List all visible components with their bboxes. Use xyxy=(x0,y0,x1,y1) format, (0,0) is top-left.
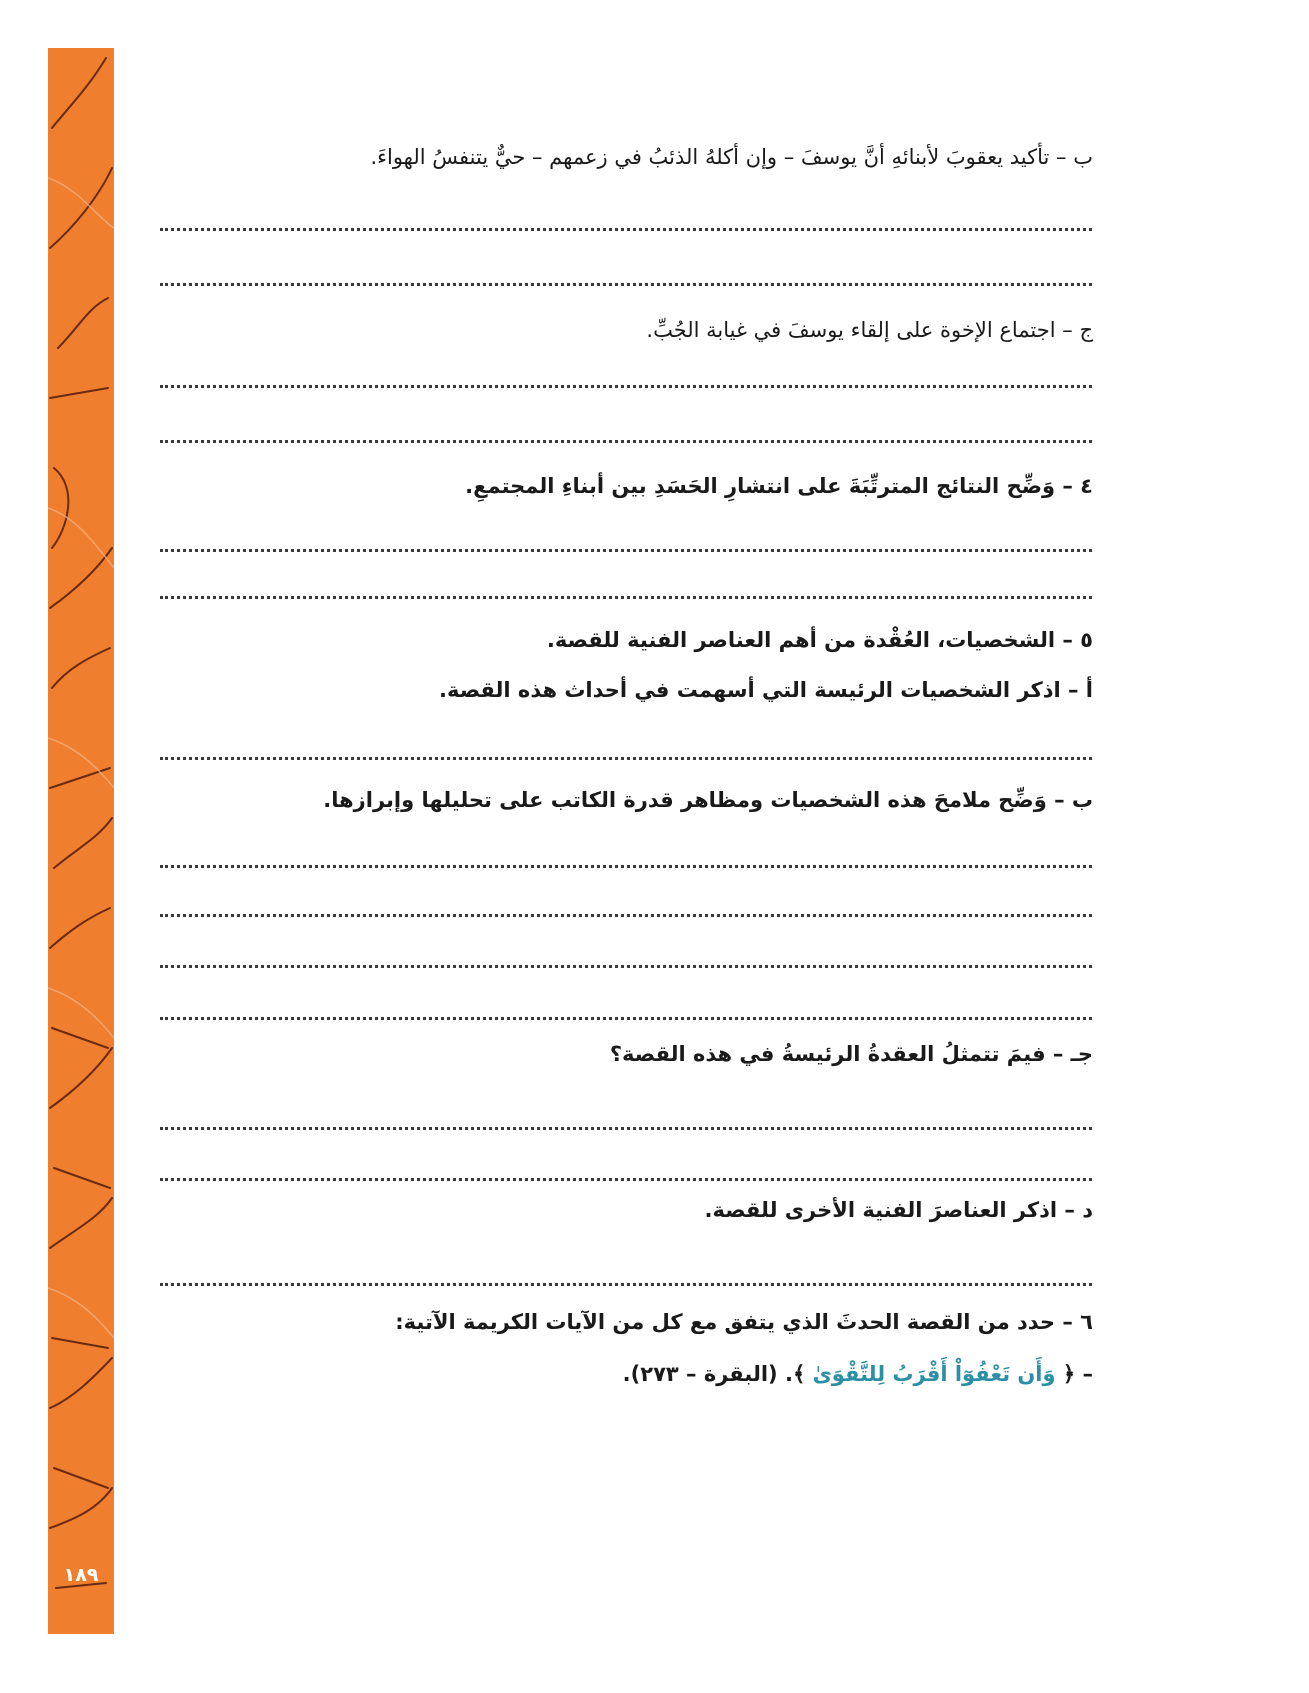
question-text: ٤ – وَضِّح النتائج المترتِّبَةَ على انتشارِ الحَسَدِ بين أبناءِ المجتمعِ. xyxy=(465,474,1093,498)
answer-line[interactable] xyxy=(160,1178,1092,1181)
question-text: ٥ – الشخصيات، العُقْدة من أهم العناصر الفنية للقصة. xyxy=(546,628,1093,652)
verse-text: وَأَن تَعْفُوٓاْ أَقْرَبُ لِلتَّقْوَىٰ xyxy=(812,1362,1056,1386)
answer-line[interactable] xyxy=(160,1017,1092,1020)
answer-line[interactable] xyxy=(160,440,1092,443)
answer-line[interactable] xyxy=(160,228,1092,231)
answer-line[interactable] xyxy=(160,914,1092,917)
answer-line[interactable] xyxy=(160,385,1092,388)
answer-line[interactable] xyxy=(160,965,1092,968)
quran-verse-line xyxy=(623,1362,1093,1386)
page-number: ١٨٩ xyxy=(63,1564,99,1586)
question-text: ج – اجتماع الإخوة على إلقاء يوسفَ في غيابة الجُبِّ. xyxy=(646,318,1093,342)
answer-line[interactable] xyxy=(160,1283,1092,1286)
question-text: د – اذكر العناصرَ الفنية الأخرى للقصة. xyxy=(704,1198,1093,1222)
answer-line[interactable] xyxy=(160,757,1092,760)
answer-line[interactable] xyxy=(160,596,1092,599)
answer-line[interactable] xyxy=(160,865,1092,868)
verse-citation: ﴾. (البقرة – ٢٧٣). xyxy=(622,1362,813,1386)
stripe-pattern xyxy=(48,48,114,1634)
question-text: ب – وَضِّح ملامحَ هذه الشخصيات ومظاهر قدرة الكاتب على تحليلها وإبرازها. xyxy=(323,788,1093,812)
verse-prefix: – ﴿ xyxy=(1055,1362,1093,1386)
question-text: جـ – فيمَ تتمثلُ العقدةُ الرئيسةُ في هذه القصة؟ xyxy=(609,1042,1093,1066)
answer-line[interactable] xyxy=(160,549,1092,552)
answer-line[interactable] xyxy=(160,283,1092,286)
decorative-side-stripe xyxy=(48,48,114,1634)
question-text: ٦ – حدد من القصة الحدثَ الذي يتفق مع كل من الآيات الكريمة الآتية: xyxy=(395,1310,1093,1334)
question-text: أ – اذكر الشخصيات الرئيسة التي أسهمت في أحداث هذه القصة. xyxy=(439,678,1093,702)
question-text: ب – تأكيد يعقوبَ لأبنائهِ أنَّ يوسفَ – وإن أكلهُ الذئبُ في زعمهم – حيٌّ يتنفسُ الهواءَ. xyxy=(370,145,1093,169)
answer-line[interactable] xyxy=(160,1127,1092,1130)
